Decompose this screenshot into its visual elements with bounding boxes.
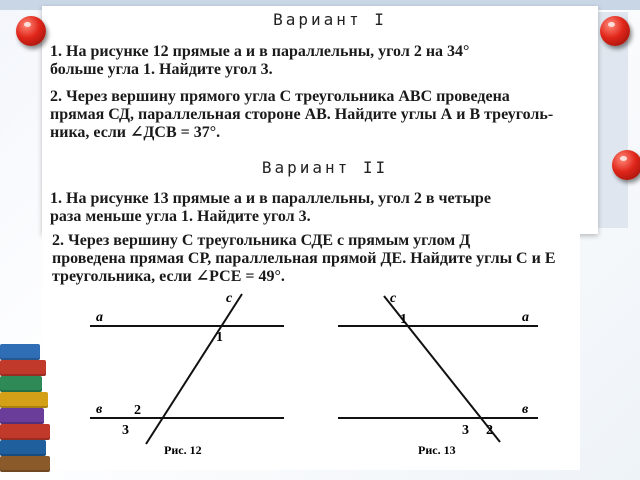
angle-2-label: 2 — [134, 403, 141, 418]
variant-2-heading: Вариант II — [261, 158, 389, 177]
task-line: прямая СД, параллельная стороне АВ. Найдите углы А и В треуголь- — [50, 106, 554, 123]
task-line: 1. На рисунке 13 прямые а и в параллельны, угол 2 в четыре — [50, 190, 491, 207]
task-line: проведена прямая СР, параллельная прямой ДЕ. Найдите углы С и Е — [52, 250, 556, 267]
angle-3-label: 3 — [122, 423, 129, 438]
book-icon — [0, 376, 42, 392]
variant-1-task-2 — [50, 88, 590, 142]
line-b-label: в — [96, 402, 103, 417]
task-line: ника, если ∠ДСВ = 37°. — [50, 124, 221, 141]
book-icon — [0, 424, 50, 440]
book-icon — [0, 408, 44, 424]
figure-12-caption: Рис. 12 — [164, 443, 202, 457]
books-stack-icon — [0, 330, 52, 480]
angle-2-label: 2 — [486, 423, 493, 438]
transversal-label: с — [226, 291, 233, 306]
task-line: треугольника, если ∠РСЕ = 49°. — [52, 268, 285, 285]
line-a-label: а — [96, 310, 103, 325]
figure-13 — [332, 288, 552, 460]
angle-3-label: 3 — [462, 423, 469, 438]
task-line: 2. Через вершину С треугольника СДЕ с прямым углом Д — [52, 232, 471, 249]
angle-1-label: 1 — [216, 330, 223, 345]
book-icon — [0, 456, 50, 472]
book-icon — [0, 440, 46, 456]
variant-2-task-1 — [50, 190, 590, 226]
line-b-label: в — [522, 402, 529, 417]
task-line: раза меньше угла 1. Найдите угол 3. — [50, 208, 311, 225]
figure-13-caption: Рис. 13 — [418, 443, 456, 457]
variant-1-task-1 — [50, 43, 590, 79]
transversal-label: с — [390, 291, 397, 306]
task-line: 1. На рисунке 12 прямые а и в параллельны, угол 2 на 34° — [50, 43, 470, 60]
book-icon — [0, 344, 40, 360]
variant-2-task-2 — [52, 232, 572, 286]
task-line: 2. Через вершину прямого угла С треугольника АВС проведена — [50, 88, 510, 105]
line-a-label: а — [522, 310, 529, 325]
figure-12 — [80, 288, 300, 460]
book-icon — [0, 360, 46, 376]
transversal-c — [146, 294, 242, 444]
task-line: больше угла 1. Найдите угол 3. — [50, 61, 273, 78]
angle-1-label: 1 — [400, 312, 407, 327]
book-icon — [0, 392, 48, 408]
variant-1-heading: Вариант I — [273, 10, 387, 29]
